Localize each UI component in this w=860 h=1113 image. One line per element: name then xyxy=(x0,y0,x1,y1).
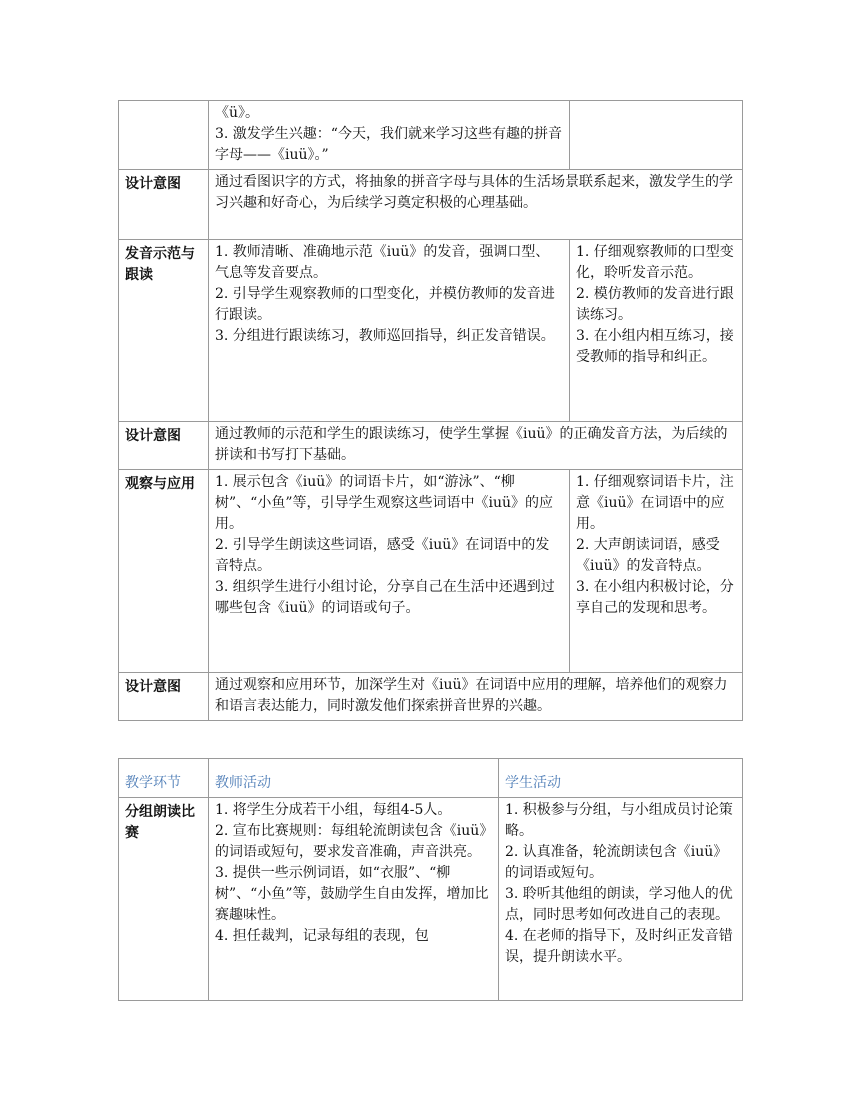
teacher-item: 1. 展示包含《iuü》的词语卡片，如“游泳”、“柳树”、“小鱼”等，引导学生观察这些词语中《iuü》的应用。 xyxy=(215,474,553,532)
stage-cell xyxy=(119,101,209,170)
student-item: 1. 仔细观察词语卡片，注意《iuü》在词语中的应用。 xyxy=(576,474,734,532)
teacher-item: 3. 提供一些示例词语，如“衣服”、“柳树”、“小鱼”等，鼓励学生自由发挥，增加比赛趣味性。 xyxy=(215,865,489,923)
table-row xyxy=(119,798,743,1001)
student-item: 3. 在小组内相互练习，接受教师的指导和纠正。 xyxy=(576,328,734,365)
teacher-item: 3. 分组进行跟读练习，教师巡回指导，纠正发音错误。 xyxy=(215,328,555,344)
teacher-item: 《ü》。 xyxy=(215,105,260,121)
student-item: 2. 大声朗读词语，感受《iuü》的发音特点。 xyxy=(576,537,720,574)
teacher-activity-cell xyxy=(209,101,570,170)
table-row xyxy=(119,673,743,721)
student-activity-cell xyxy=(570,101,743,170)
student-item: 2. 认真准备，轮流朗读包含《iuü》的词语或短句。 xyxy=(505,844,728,881)
design-intent-label: 设计意图 xyxy=(119,673,209,721)
student-item: 3. 聆听其他组的朗读，学习他人的优点，同时思考如何改进自己的表现。 xyxy=(505,886,733,923)
table-row xyxy=(119,101,743,170)
teacher-item: 3. 激发学生兴趣：“今天，我们就来学习这些有趣的拼音字母——《iuü》。” xyxy=(215,126,562,163)
stage-label: 发音示范与跟读 xyxy=(119,240,209,422)
student-activity-cell xyxy=(570,240,743,422)
teacher-item: 2. 引导学生朗读这些词语，感受《iuü》在词语中的发音特点。 xyxy=(215,537,550,574)
teacher-item: 3. 组织学生进行小组讨论，分享自己在生活中还遇到过哪些包含《iuü》的词语或句子。 xyxy=(215,579,555,616)
student-item: 2. 模仿教师的发音进行跟读练习。 xyxy=(576,286,734,323)
design-intent-label: 设计意图 xyxy=(119,170,209,240)
teacher-item: 1. 将学生分成若干小组，每组4-5人。 xyxy=(215,802,452,818)
design-intent-label: 设计意图 xyxy=(119,422,209,470)
teacher-item: 1. 教师清晰、准确地示范《iuü》的发音，强调口型、气息等发音要点。 xyxy=(215,244,550,281)
teacher-item: 4. 担任裁判，记录每组的表现，包 xyxy=(215,928,429,944)
table-header-row xyxy=(119,759,743,798)
teacher-activity-cell xyxy=(209,470,570,673)
teacher-activity-cell xyxy=(209,240,570,422)
table-row xyxy=(119,422,743,470)
lesson-plan-table-2 xyxy=(118,758,743,1001)
table-row xyxy=(119,470,743,673)
design-intent-text: 通过看图识字的方式，将抽象的拼音字母与具体的生活场景联系起来，激发学生的学习兴趣和好奇心，为后续学习奠定积极的心理基础。 xyxy=(209,170,743,240)
student-item: 3. 在小组内积极讨论，分享自己的发现和思考。 xyxy=(576,579,734,616)
teacher-activity-cell xyxy=(209,798,499,1001)
student-activity-cell xyxy=(570,470,743,673)
student-item: 1. 积极参与分组，与小组成员讨论策略。 xyxy=(505,802,733,839)
table-row xyxy=(119,240,743,422)
teacher-item: 2. 引导学生观察教师的口型变化，并模仿教师的发音进行跟读。 xyxy=(215,286,555,323)
student-activity-cell xyxy=(499,798,743,1001)
design-intent-text: 通过教师的示范和学生的跟读练习，使学生掌握《iuü》的正确发音方法，为后续的拼读和书写打下基础。 xyxy=(209,422,743,470)
design-intent-text: 通过观察和应用环节，加深学生对《iuü》在词语中应用的理解，培养他们的观察力和语言表达能力，同时激发他们探索拼音世界的兴趣。 xyxy=(209,673,743,721)
stage-label: 观察与应用 xyxy=(119,470,209,673)
header-student-activity: 学生活动 xyxy=(499,759,743,798)
teacher-item: 2. 宣布比赛规则：每组轮流朗读包含《iuü》的词语或短句，要求发音准确，声音洪亮。 xyxy=(215,823,487,860)
lesson-plan-table-1 xyxy=(118,100,743,721)
student-item: 4. 在老师的指导下，及时纠正发音错误，提升朗读水平。 xyxy=(505,928,733,965)
student-item: 1. 仔细观察教师的口型变化，聆听发音示范。 xyxy=(576,244,734,281)
header-teacher-activity: 教师活动 xyxy=(209,759,499,798)
header-stage: 教学环节 xyxy=(119,759,209,798)
table-row xyxy=(119,170,743,240)
stage-label: 分组朗读比赛 xyxy=(119,798,209,1001)
